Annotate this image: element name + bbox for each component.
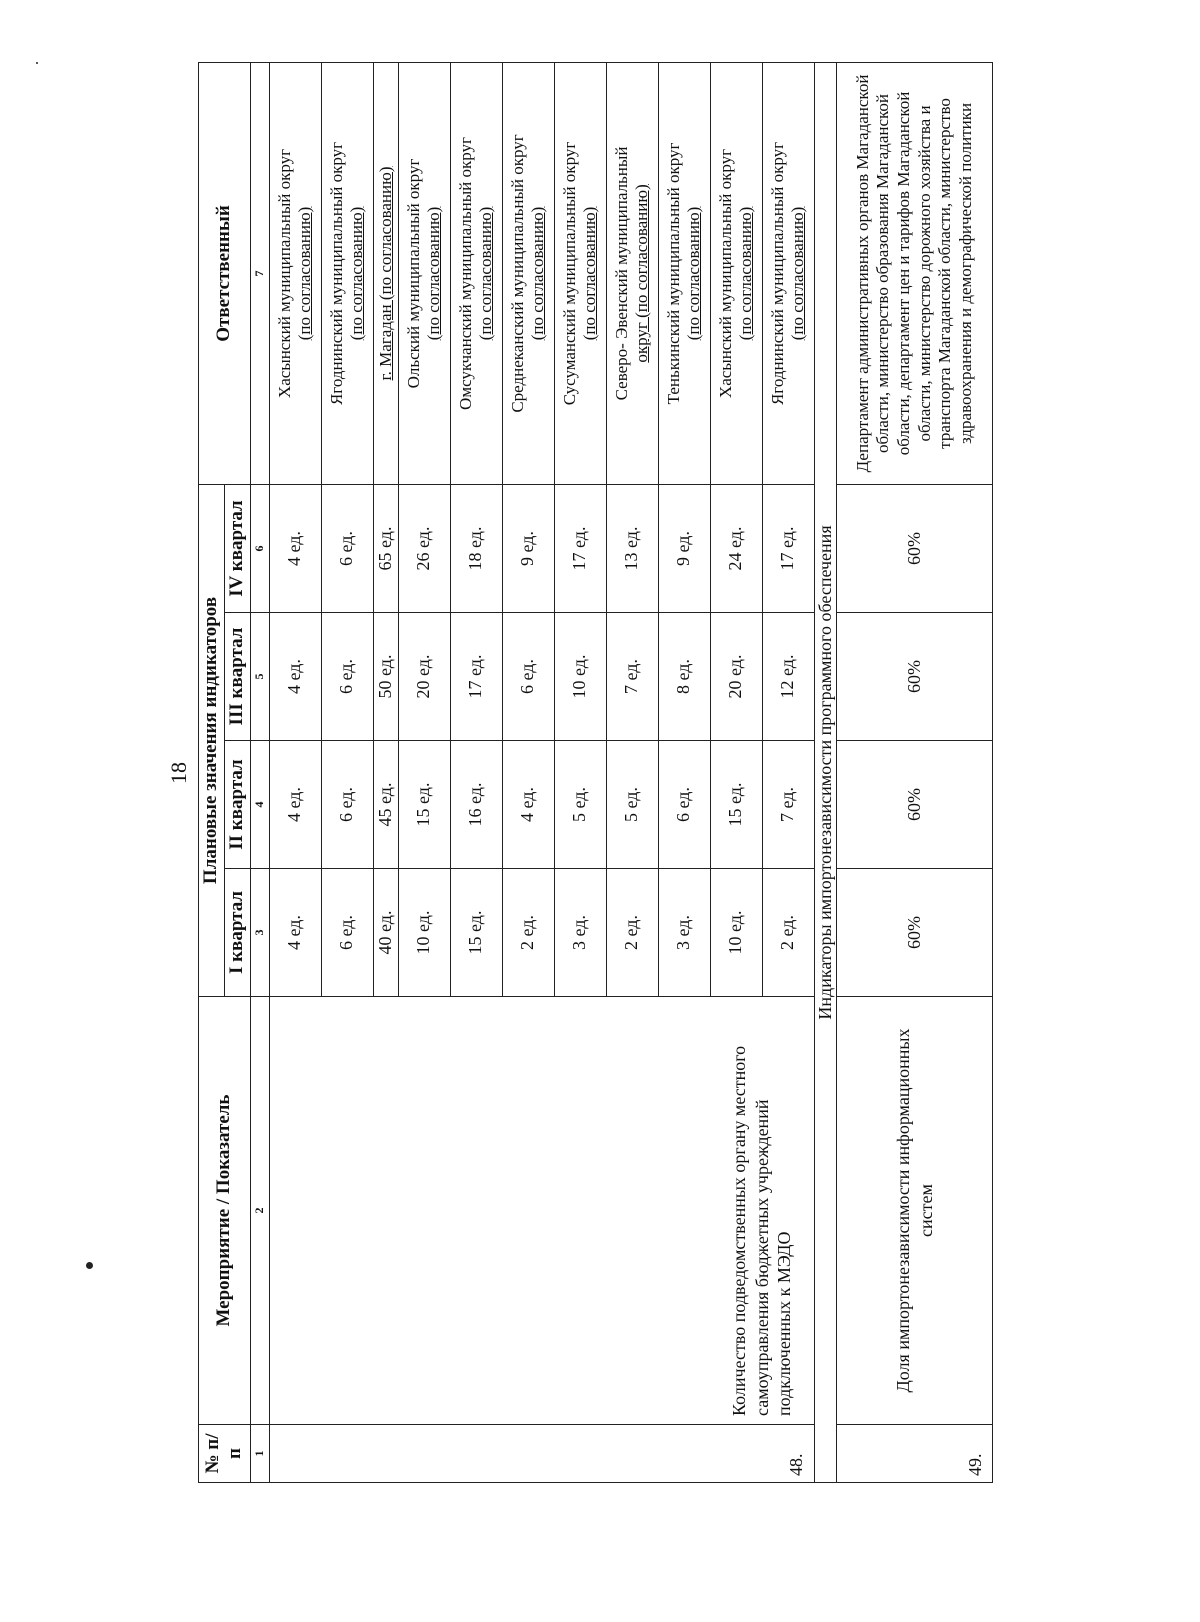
responsible-note: (по согласованию) <box>736 206 756 341</box>
value-q3: 8 ед. <box>658 613 710 741</box>
responsible-name: г. Магадан (по согласованию) <box>375 166 395 381</box>
value-q2: 7 ед. <box>762 741 814 869</box>
value-q1: 4 ед. <box>269 869 321 997</box>
responsible-cell <box>398 62 450 484</box>
responsible-note: (по согласованию) <box>528 206 548 341</box>
value-q2: 5 ед. <box>554 741 606 869</box>
value-q2: 15 ед. <box>398 741 450 869</box>
value-q4: 17 ед. <box>762 484 814 612</box>
responsible-cell <box>606 62 658 484</box>
value-q3: 60% <box>837 613 993 741</box>
responsible-name: Среднеканский муниципальный округ <box>508 134 528 413</box>
responsible-note: (по согласованию) <box>684 206 704 341</box>
responsible-cell <box>554 62 606 484</box>
header-responsible: Ответственный <box>199 62 251 484</box>
value-q3: 4 ед. <box>269 613 321 741</box>
value-q4: 9 ед. <box>658 484 710 612</box>
responsible-name: Ягоднинский муниципальный округ <box>327 141 347 406</box>
header-row <box>199 62 225 1482</box>
header-q2: II квартал <box>224 741 250 869</box>
column-number-row <box>250 62 269 1482</box>
row-number: 49. <box>837 1425 993 1483</box>
indicator-description: Доля импортонезависимости информационных систем <box>837 997 993 1425</box>
value-q1: 2 ед. <box>606 869 658 997</box>
responsible-cell <box>269 62 321 484</box>
indicator-table <box>198 62 993 1483</box>
responsible-name: Сусуманский муниципальный округ <box>560 141 580 406</box>
header-num: № п/п <box>199 1425 251 1483</box>
value-q3: 17 ед. <box>450 613 502 741</box>
responsible-note: (по согласованию) <box>424 206 444 341</box>
column-number: 4 <box>250 741 269 869</box>
value-q1: 2 ед. <box>502 869 554 997</box>
responsible-name: Тенькинский муниципальный округ <box>664 142 684 405</box>
responsible-name: Ольский муниципальный округ <box>404 158 424 389</box>
responsible-note: (по согласованию) <box>788 206 808 341</box>
responsible-cell <box>373 62 398 484</box>
value-q4: 65 ед. <box>373 484 398 612</box>
row-48-group <box>269 62 814 1482</box>
value-q4: 9 ед. <box>502 484 554 612</box>
value-q2: 5 ед. <box>606 741 658 869</box>
table-row <box>269 62 321 1482</box>
value-q4: 18 ед. <box>450 484 502 612</box>
value-q3: 20 ед. <box>398 613 450 741</box>
responsible-name: Северо- Эвенский муниципальный <box>612 146 632 401</box>
scan-speck-mark <box>36 62 38 64</box>
value-q4: 17 ед. <box>554 484 606 612</box>
column-number: 3 <box>250 869 269 997</box>
table-row-49 <box>837 62 993 1482</box>
scan-dot-mark <box>86 1262 93 1269</box>
responsible-note: (по согласованию) <box>580 206 600 341</box>
value-q1: 15 ед. <box>450 869 502 997</box>
header-q1: I квартал <box>224 869 250 997</box>
responsible-cell <box>321 62 373 484</box>
value-q2: 4 ед. <box>502 741 554 869</box>
row-number: 48. <box>269 1425 814 1483</box>
value-q2: 15 ед. <box>710 741 762 869</box>
rotated-content <box>162 63 1042 1483</box>
value-q4: 4 ед. <box>269 484 321 612</box>
value-q4: 24 ед. <box>710 484 762 612</box>
section-row <box>814 62 837 1482</box>
header-planned-values: Плановые значения индикаторов <box>199 484 225 996</box>
page-number: 18 <box>166 762 191 784</box>
value-q1: 40 ед. <box>373 869 398 997</box>
value-q4: 13 ед. <box>606 484 658 612</box>
responsible-cell <box>710 62 762 484</box>
responsible-cell <box>450 62 502 484</box>
indicator-description: Количество подведомственных органу местного самоуправления бюджетных учреждений подключенных к МЭДО <box>269 997 814 1425</box>
value-q2: 45 ед. <box>373 741 398 869</box>
header-event: Мероприятие / Показатель <box>199 997 251 1425</box>
column-number: 2 <box>250 997 269 1425</box>
responsible-cell <box>658 62 710 484</box>
column-number: 5 <box>250 613 269 741</box>
responsible-cell <box>762 62 814 484</box>
value-q3: 20 ед. <box>710 613 762 741</box>
value-q1: 2 ед. <box>762 869 814 997</box>
value-q4: 60% <box>837 484 993 612</box>
value-q2: 4 ед. <box>269 741 321 869</box>
value-q1: 3 ед. <box>554 869 606 997</box>
value-q2: 6 ед. <box>658 741 710 869</box>
value-q3: 50 ед. <box>373 613 398 741</box>
value-q3: 6 ед. <box>502 613 554 741</box>
value-q1: 60% <box>837 869 993 997</box>
value-q4: 26 ед. <box>398 484 450 612</box>
responsible-cell: Департамент административных органов Магаданской области, министерство образования Магаданской области, департамент цен и тарифов Магаданской области, министерство дорожного хозяйства и транспорта Магаданской области, министерство здравоохранения и демографической политики <box>837 62 993 484</box>
value-q3: 7 ед. <box>606 613 658 741</box>
responsible-name: Хасынский муниципальный округ <box>716 148 736 399</box>
value-q2: 6 ед. <box>321 741 373 869</box>
value-q1: 10 ед. <box>710 869 762 997</box>
value-q3: 12 ед. <box>762 613 814 741</box>
responsible-note: (по согласованию) <box>295 206 315 341</box>
value-q4: 6 ед. <box>321 484 373 612</box>
value-q2: 16 ед. <box>450 741 502 869</box>
header-q3: III квартал <box>224 613 250 741</box>
responsible-note: (по согласованию) <box>347 206 367 341</box>
responsible-name: Хасынский муниципальный округ <box>275 148 295 399</box>
responsible-name: Омсукчанский муниципальный округ <box>456 137 476 410</box>
column-number: 7 <box>250 62 269 484</box>
value-q3: 6 ед. <box>321 613 373 741</box>
value-q2: 60% <box>837 741 993 869</box>
value-q1: 10 ед. <box>398 869 450 997</box>
responsible-name: Ягоднинский муниципальный округ <box>768 141 788 406</box>
section-title: Индикаторы импортонезависимости программного обеспечения <box>814 62 837 1482</box>
value-q3: 10 ед. <box>554 613 606 741</box>
column-number: 6 <box>250 484 269 612</box>
responsible-cell <box>502 62 554 484</box>
value-q1: 3 ед. <box>658 869 710 997</box>
header-q4: IV квартал <box>224 484 250 612</box>
column-number: 1 <box>250 1425 269 1483</box>
value-q1: 6 ед. <box>321 869 373 997</box>
responsible-note: округ (по согласованию) <box>632 184 652 363</box>
responsible-note: (по согласованию) <box>476 206 496 341</box>
